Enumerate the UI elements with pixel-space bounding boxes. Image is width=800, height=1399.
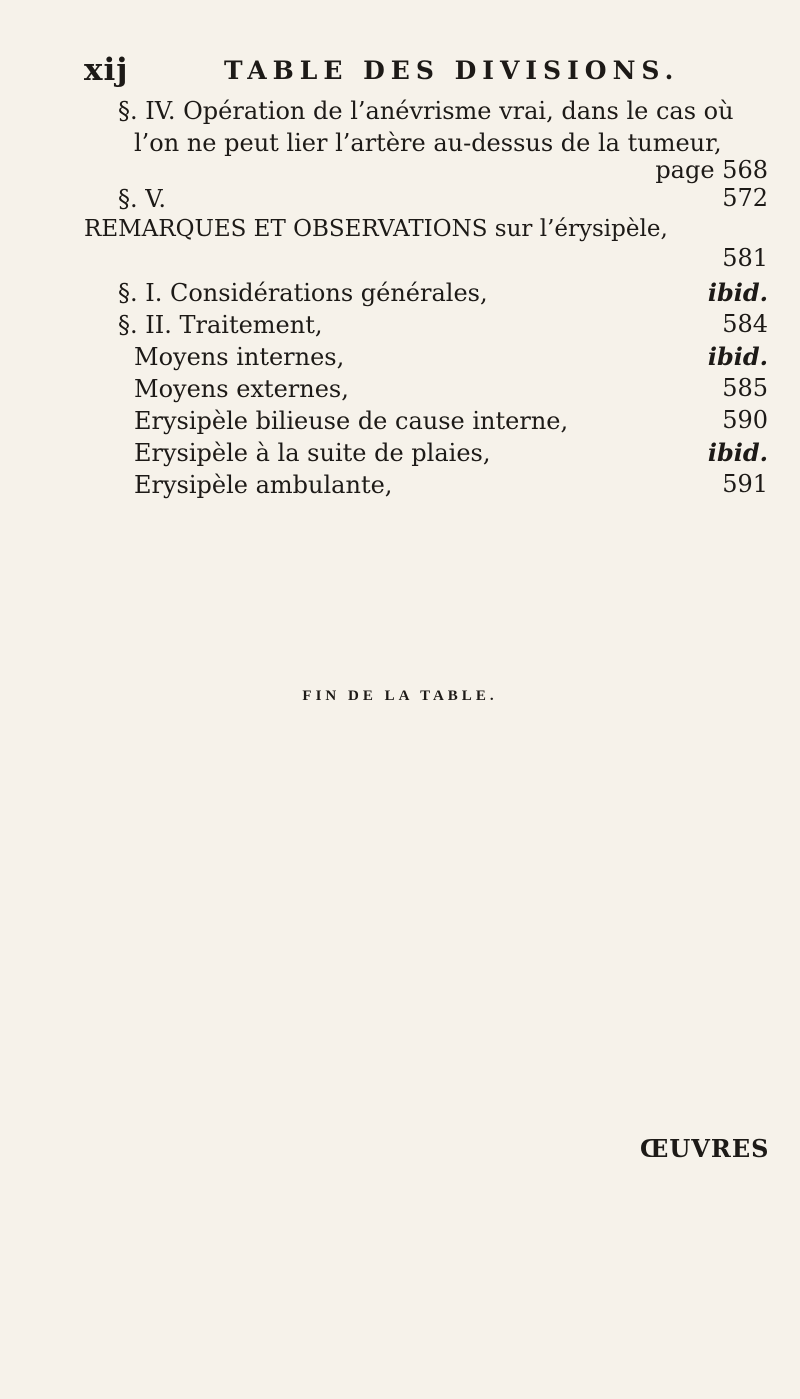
toc-entry-label: Moyens externes,: [134, 375, 349, 403]
toc-entry-label: §. I. Considérations générales,: [118, 279, 488, 307]
end-of-table-note: FIN DE LA TABLE.: [302, 688, 498, 704]
toc-entry-page: 585: [722, 374, 768, 402]
folio: xij: [84, 52, 129, 88]
page-header: [84, 52, 774, 92]
catchword: ŒUVRES: [640, 1134, 770, 1163]
toc-entry-label: Erysipèle ambulante,: [134, 471, 393, 499]
toc-entry-label: Erysipèle bilieuse de cause interne,: [134, 407, 569, 435]
toc-entry-label: §. V.: [118, 185, 167, 213]
toc-entry-page: 591: [722, 470, 768, 498]
toc-entry-page: 584: [722, 310, 768, 338]
toc-entry-label: Moyens internes,: [134, 343, 345, 371]
toc-entry-page: 572: [722, 184, 768, 212]
running-title: TABLE DES DIVISIONS.: [224, 56, 680, 85]
toc-entry-label: §. II. Traitement,: [118, 311, 323, 339]
toc-entry-label: Erysipèle à la suite de plaies,: [134, 439, 491, 467]
toc-entry-page: ibid.: [707, 278, 768, 307]
toc-entry-page: 590: [722, 406, 768, 434]
toc-entry-page: 581: [722, 244, 768, 272]
toc-entry-page: ibid.: [707, 342, 768, 371]
toc-entry-page: page 568: [655, 156, 768, 184]
toc-entry-label: §. IV. Opération de l’anévrisme vrai, dans le cas où: [118, 97, 734, 125]
toc-entry-label: l’on ne peut lier l’artère au-dessus de la tumeur,: [134, 129, 722, 157]
toc-entry-page: ibid.: [707, 438, 768, 467]
toc-section-heading: REMARQUES ET OBSERVATIONS sur l’érysipèle,: [84, 216, 668, 242]
